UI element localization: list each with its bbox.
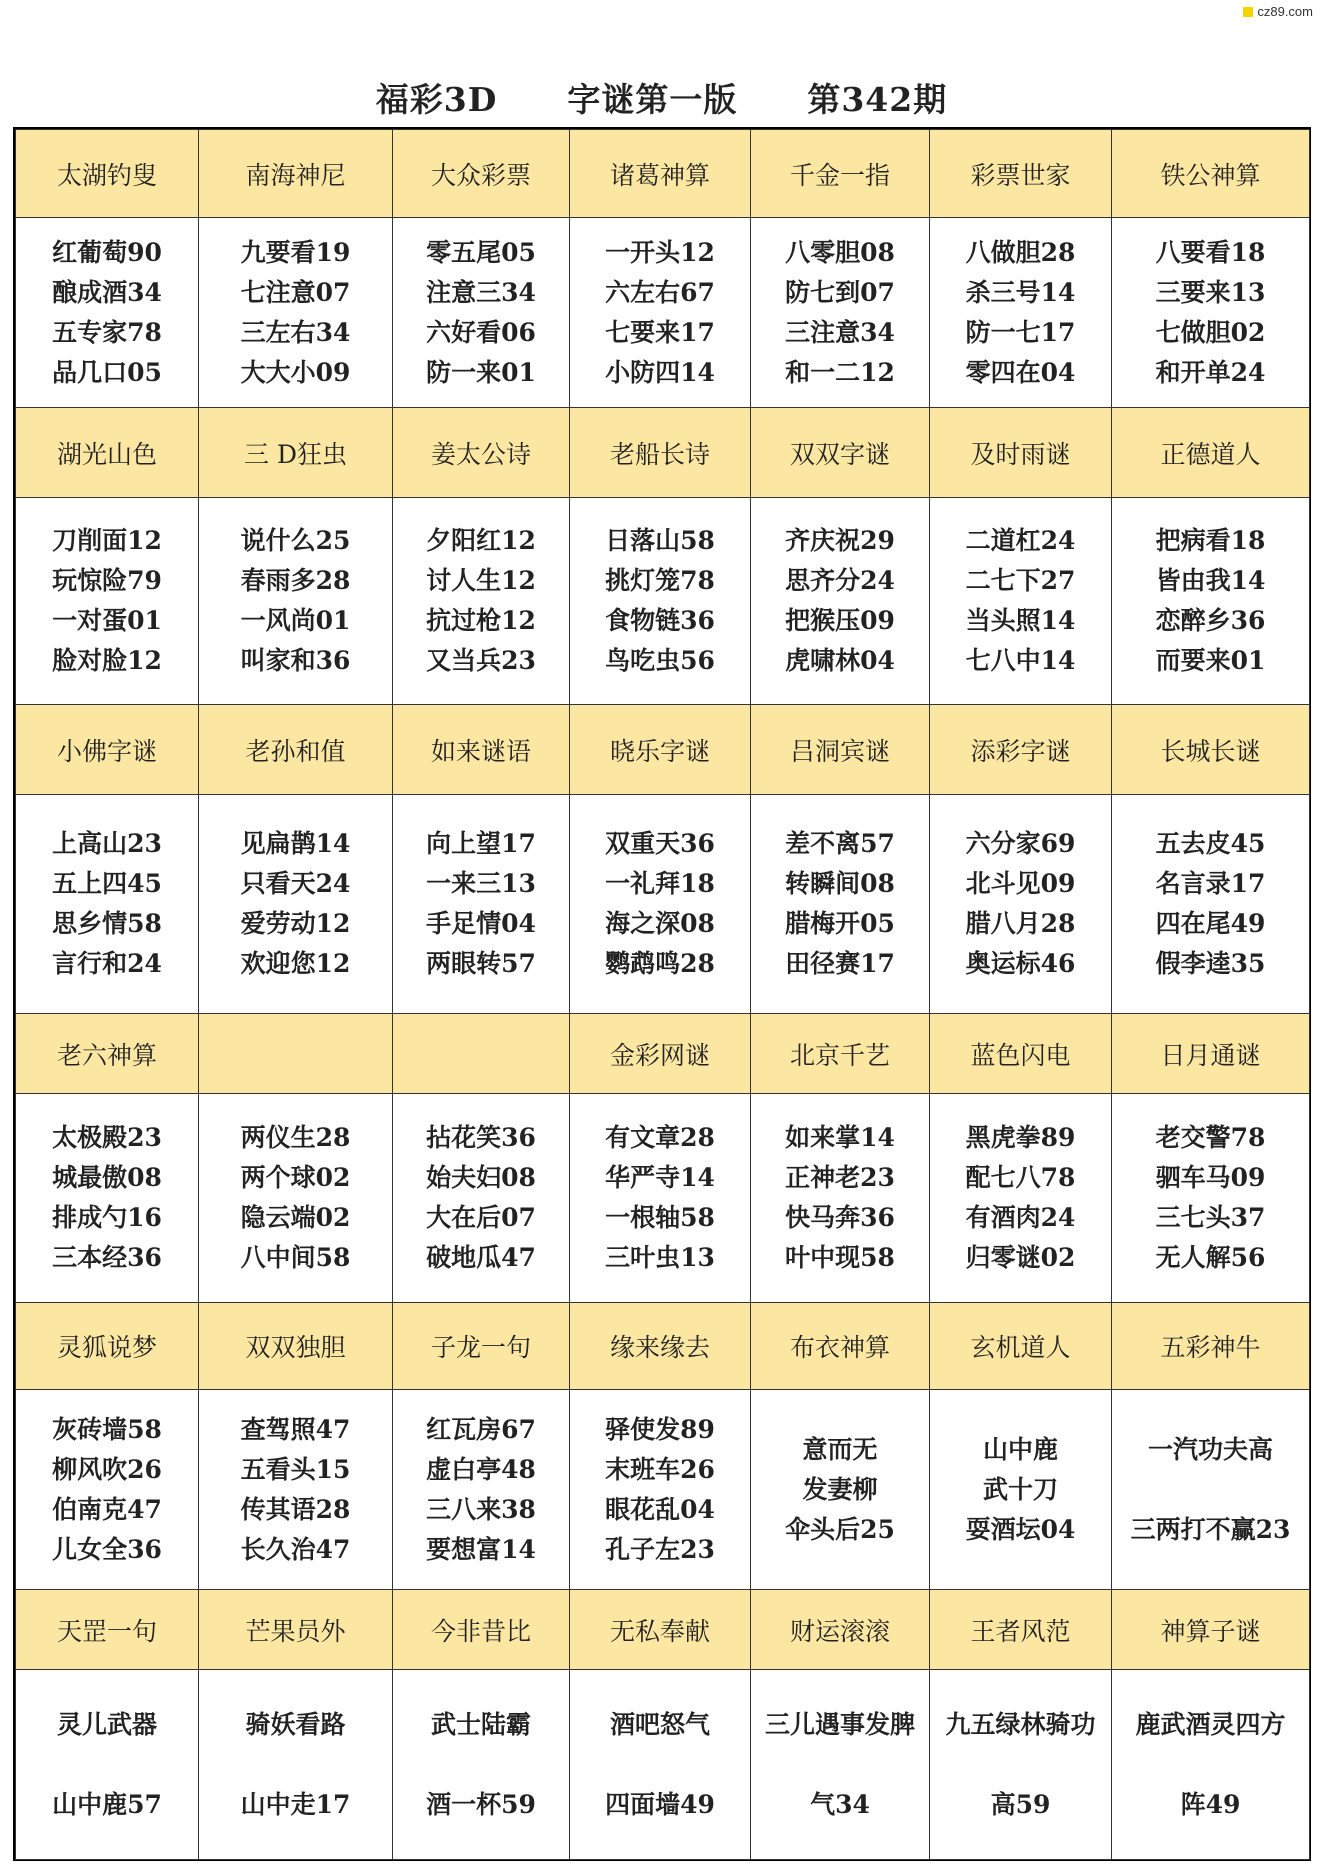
column-header: 铁公神算	[1112, 130, 1310, 218]
puzzle-line: 骑妖看路	[245, 1709, 346, 1739]
puzzle-line: 腊八月28	[965, 909, 1076, 938]
puzzle-line: 三本经36	[52, 1243, 162, 1272]
puzzle-line: 双重天36	[605, 829, 715, 858]
puzzle-line: 三儿遇事发脾	[764, 1709, 915, 1739]
column-header: 王者风范	[930, 1590, 1112, 1670]
puzzle-line: 儿女全36	[52, 1534, 162, 1564]
puzzle-cell	[199, 498, 393, 705]
puzzle-line: 只看天24	[240, 869, 351, 898]
puzzle-line: 说什么25	[240, 526, 351, 555]
puzzle-line: 而要来01	[1155, 646, 1266, 675]
puzzle-line: 酒吧怒气	[609, 1709, 710, 1739]
puzzle-line: 虎啸林04	[785, 646, 895, 675]
puzzle-line: 始夫妇08	[426, 1163, 536, 1192]
puzzle-sheet	[13, 127, 1311, 1861]
puzzle-cell	[1112, 1390, 1310, 1590]
puzzle-cell	[16, 1670, 199, 1860]
header-row	[16, 1303, 1310, 1390]
puzzle-line: 叫家和36	[240, 646, 351, 675]
column-header: 姜太公诗	[393, 408, 570, 498]
column-header: 彩票世家	[930, 130, 1112, 218]
puzzle-cell	[1112, 1094, 1310, 1303]
puzzle-line: 齐庆祝29	[785, 526, 895, 555]
puzzle-line: 大在后07	[426, 1203, 536, 1232]
column-header: 老六神算	[16, 1014, 199, 1094]
puzzle-line: 鹿武酒灵四方	[1135, 1709, 1286, 1739]
puzzle-line: 欢迎您12	[240, 949, 351, 978]
puzzle-cell	[751, 218, 930, 408]
puzzle-cell	[1112, 218, 1310, 408]
title-issue: 第342期	[807, 79, 948, 119]
puzzle-row	[16, 1390, 1310, 1590]
puzzle-line: 驿使发89	[605, 1414, 715, 1444]
puzzle-cell	[751, 498, 930, 705]
puzzle-cell	[1112, 498, 1310, 705]
puzzle-cell	[393, 1390, 570, 1590]
column-header: 老船长诗	[570, 408, 751, 498]
puzzle-line: 脸对脸12	[52, 646, 162, 675]
puzzle-line: 刀削面12	[52, 526, 162, 555]
puzzle-line: 思乡情58	[52, 909, 162, 938]
puzzle-line: 拈花笑36	[426, 1123, 536, 1152]
puzzle-line: 太极殿23	[52, 1123, 162, 1152]
puzzle-cell	[199, 1390, 393, 1590]
puzzle-line: 末班车26	[605, 1454, 715, 1484]
puzzle-line: 无人解56	[1155, 1243, 1266, 1272]
column-header: 金彩网谜	[570, 1014, 751, 1094]
puzzle-line: 上高山23	[52, 829, 162, 858]
column-header: 财运滚滚	[751, 1590, 930, 1670]
puzzle-line: 爱劳动12	[240, 909, 351, 938]
column-header: 如来谜语	[393, 705, 570, 795]
puzzle-line: 品几口05	[52, 357, 162, 387]
puzzle-row	[16, 1670, 1310, 1860]
puzzle-line: 长久治47	[240, 1534, 351, 1564]
watermark-logo-icon	[1243, 7, 1253, 17]
puzzle-line: 七注意07	[240, 277, 351, 307]
column-header: 今非昔比	[393, 1590, 570, 1670]
column-header: 诸葛神算	[570, 130, 751, 218]
puzzle-cell	[199, 1670, 393, 1860]
header-row	[16, 408, 1310, 498]
title-edition: 字谜第一版	[567, 79, 738, 119]
puzzle-line: 城最傲08	[52, 1163, 162, 1192]
puzzle-cell	[393, 1094, 570, 1303]
puzzle-line: 春雨多28	[240, 566, 351, 595]
puzzle-line: 三注意34	[785, 317, 895, 347]
column-header: 神算子谜	[1112, 1590, 1310, 1670]
puzzle-line: 北斗见09	[965, 869, 1076, 898]
puzzle-line: 酿成酒34	[52, 277, 162, 307]
column-header: 晓乐字谜	[570, 705, 751, 795]
puzzle-line: 一来三13	[426, 869, 536, 898]
puzzle-cell	[393, 218, 570, 408]
puzzle-cell	[393, 795, 570, 1014]
puzzle-line: 五上四45	[52, 869, 162, 898]
puzzle-line: 二七下27	[965, 566, 1076, 595]
puzzle-cell	[16, 498, 199, 705]
puzzle-line: 向上望17	[426, 829, 536, 858]
puzzle-line: 山中走17	[240, 1789, 351, 1819]
puzzle-line: 假李逵35	[1155, 949, 1266, 978]
puzzle-line: 有酒肉24	[965, 1203, 1076, 1232]
puzzle-line: 食物链36	[605, 606, 715, 635]
puzzle-line: 九要看19	[240, 237, 351, 267]
puzzle-line: 八零胆08	[785, 237, 895, 267]
puzzle-cell	[930, 498, 1112, 705]
header-row	[16, 1014, 1310, 1094]
page-title	[0, 72, 1323, 122]
puzzle-row	[16, 498, 1310, 705]
puzzle-line: 两眼转57	[426, 949, 536, 978]
puzzle-line: 恋醉乡36	[1155, 606, 1266, 635]
puzzle-line: 驷车马09	[1155, 1163, 1266, 1192]
puzzle-line: 差不离57	[785, 829, 895, 858]
column-header: 布衣神算	[751, 1303, 930, 1390]
puzzle-line: 意而无	[802, 1434, 878, 1464]
column-header	[199, 1014, 393, 1094]
column-header: 日月通谜	[1112, 1014, 1310, 1094]
puzzle-line: 一根轴58	[605, 1203, 715, 1232]
puzzle-cell	[751, 795, 930, 1014]
column-header: 长城长谜	[1112, 705, 1310, 795]
puzzle-line: 两个球02	[240, 1163, 351, 1192]
puzzle-line: 伯南克47	[52, 1494, 162, 1524]
puzzle-line: 黑虎拳89	[965, 1123, 1076, 1152]
puzzle-cell	[1112, 795, 1310, 1014]
column-header: 玄机道人	[930, 1303, 1112, 1390]
puzzle-line: 有文章28	[605, 1123, 715, 1152]
puzzle-cell	[751, 1094, 930, 1303]
puzzle-line: 破地瓜47	[426, 1243, 536, 1272]
puzzle-cell	[751, 1670, 930, 1860]
puzzle-line: 耍酒坛04	[965, 1514, 1076, 1544]
puzzle-cell	[16, 1390, 199, 1590]
puzzle-cell	[393, 1670, 570, 1860]
puzzle-line: 隐云端02	[240, 1203, 351, 1232]
puzzle-line: 转瞬间08	[785, 869, 895, 898]
column-header: 芒果员外	[199, 1590, 393, 1670]
puzzle-line: 武十刀	[982, 1474, 1058, 1504]
column-header: 无私奉献	[570, 1590, 751, 1670]
column-header: 南海神尼	[199, 130, 393, 218]
puzzle-line: 配七八78	[965, 1163, 1076, 1192]
puzzle-line: 红瓦房67	[426, 1414, 536, 1444]
puzzle-line: 老交警78	[1155, 1123, 1266, 1152]
puzzle-line: 气34	[810, 1789, 870, 1819]
puzzle-line: 和开单24	[1155, 357, 1266, 387]
puzzle-line: 大大小09	[240, 357, 351, 387]
puzzle-line: 六左右67	[605, 277, 715, 307]
puzzle-line: 高59	[990, 1789, 1051, 1819]
puzzle-line: 防一来01	[426, 357, 536, 387]
puzzle-line: 当头照14	[965, 606, 1076, 635]
puzzle-cell	[570, 218, 751, 408]
puzzle-cell	[16, 795, 199, 1014]
puzzle-line: 又当兵23	[426, 646, 536, 675]
column-header: 千金一指	[751, 130, 930, 218]
puzzle-line: 防一七17	[965, 317, 1076, 347]
puzzle-line: 五看头15	[240, 1454, 351, 1484]
puzzle-line: 查驾照47	[240, 1414, 351, 1444]
column-header: 湖光山色	[16, 408, 199, 498]
puzzle-line	[1112, 1470, 1309, 1510]
puzzle-cell	[16, 1094, 199, 1303]
column-header: 太湖钓叟	[16, 130, 199, 218]
puzzle-line: 快马奔36	[785, 1203, 895, 1232]
watermark	[1243, 4, 1313, 19]
puzzle-line: 把猴压09	[785, 606, 895, 635]
puzzle-line: 讨人生12	[426, 566, 536, 595]
puzzle-row	[16, 218, 1310, 408]
puzzle-line: 传其语28	[240, 1494, 351, 1524]
column-header: 小佛字谜	[16, 705, 199, 795]
puzzle-line: 虚白亭48	[426, 1454, 536, 1484]
puzzle-line: 发妻柳	[802, 1474, 878, 1504]
column-header: 老孙和值	[199, 705, 393, 795]
puzzle-line: 武士陆霸	[430, 1709, 531, 1739]
puzzle-line: 田径赛17	[785, 949, 895, 978]
puzzle-cell	[16, 218, 199, 408]
puzzle-line: 要想富14	[426, 1534, 536, 1564]
column-header: 双双字谜	[751, 408, 930, 498]
puzzle-line: 皆由我14	[1155, 566, 1266, 595]
puzzle-cell	[930, 218, 1112, 408]
puzzle-line: 思齐分24	[785, 566, 895, 595]
puzzle-cell	[393, 498, 570, 705]
puzzle-line: 叶中现58	[785, 1243, 895, 1272]
puzzle-line: 和一二12	[785, 357, 895, 387]
puzzle-line: 四面墙49	[605, 1789, 715, 1819]
puzzle-line: 见扁鹊14	[240, 829, 351, 858]
puzzle-line: 七做胆02	[1155, 317, 1266, 347]
puzzle-line: 玩惊险79	[52, 566, 162, 595]
puzzle-line: 抗过枪12	[426, 606, 536, 635]
puzzle-row	[16, 795, 1310, 1014]
puzzle-line: 零五尾05	[426, 237, 536, 267]
puzzle-line: 三左右34	[240, 317, 351, 347]
puzzle-line: 山中鹿	[982, 1434, 1058, 1464]
puzzle-line: 言行和24	[52, 949, 162, 978]
puzzle-line: 二道杠24	[965, 526, 1076, 555]
puzzle-line: 七八中14	[965, 646, 1076, 675]
column-header: 天罡一句	[16, 1590, 199, 1670]
puzzle-line: 一风尚01	[240, 606, 351, 635]
puzzle-line: 一对蛋01	[52, 606, 162, 635]
puzzle-line: 名言录17	[1155, 869, 1266, 898]
puzzle-line: 七要来17	[605, 317, 715, 347]
column-header: 大众彩票	[393, 130, 570, 218]
column-header: 添彩字谜	[930, 705, 1112, 795]
puzzle-line: 六分家69	[965, 829, 1076, 858]
header-row	[16, 1590, 1310, 1670]
puzzle-line: 山中鹿57	[52, 1789, 162, 1819]
puzzle-line: 注意三34	[426, 277, 536, 307]
puzzle-line: 归零谜02	[965, 1243, 1076, 1272]
puzzle-cell	[570, 1670, 751, 1860]
column-header: 缘来缘去	[570, 1303, 751, 1390]
puzzle-cell	[1112, 1670, 1310, 1860]
column-header	[393, 1014, 570, 1094]
column-header: 子龙一句	[393, 1303, 570, 1390]
column-header: 及时雨谜	[930, 408, 1112, 498]
puzzle-line: 八做胆28	[965, 237, 1076, 267]
puzzle-line: 酒一杯59	[426, 1789, 536, 1819]
puzzle-cell	[570, 795, 751, 1014]
puzzle-line: 三八来38	[426, 1494, 536, 1524]
puzzle-line: 八要看18	[1155, 237, 1266, 267]
puzzle-cell	[199, 218, 393, 408]
puzzle-line: 六好看06	[426, 317, 536, 347]
puzzle-cell	[199, 795, 393, 1014]
puzzle-line: 一汽功夫高	[1147, 1434, 1273, 1464]
puzzle-line: 眼花乱04	[605, 1494, 715, 1524]
puzzle-line: 夕阳红12	[426, 526, 536, 555]
puzzle-line: 九五绿林骑功	[945, 1709, 1096, 1739]
header-row	[16, 705, 1310, 795]
puzzle-line: 伞头后25	[785, 1514, 895, 1544]
puzzle-cell	[570, 498, 751, 705]
column-header: 吕洞宾谜	[751, 705, 930, 795]
puzzle-line: 五专家78	[52, 317, 162, 347]
puzzle-cell	[570, 1390, 751, 1590]
puzzle-cell	[751, 1390, 930, 1590]
puzzle-line: 防七到07	[785, 277, 895, 307]
puzzle-line: 把病看18	[1155, 526, 1266, 555]
puzzle-line: 一礼拜18	[605, 869, 715, 898]
puzzle-line: 海之深08	[605, 909, 715, 938]
puzzle-line: 孔子左23	[605, 1534, 715, 1564]
puzzle-cell	[930, 1094, 1112, 1303]
puzzle-cell	[930, 1670, 1112, 1860]
puzzle-cell	[930, 795, 1112, 1014]
column-header: 双双独胆	[199, 1303, 393, 1390]
title-lottery: 福彩3D	[375, 79, 498, 119]
puzzle-cell	[570, 1094, 751, 1303]
puzzle-grid	[15, 129, 1310, 1860]
puzzle-line: 杀三号14	[965, 277, 1076, 307]
watermark-text: cz89.com	[1257, 4, 1313, 19]
puzzle-line: 一开头12	[605, 237, 715, 267]
puzzle-cell	[199, 1094, 393, 1303]
puzzle-line: 排成勺16	[52, 1203, 162, 1232]
puzzle-line: 灰砖墙58	[52, 1414, 162, 1444]
header-row	[16, 130, 1310, 218]
puzzle-line: 三叶虫13	[605, 1243, 715, 1272]
puzzle-line: 小防四14	[605, 357, 715, 387]
puzzle-line: 柳风吹26	[52, 1454, 162, 1484]
puzzle-row	[16, 1094, 1310, 1303]
column-header: 北京千艺	[751, 1014, 930, 1094]
column-header: 灵狐说梦	[16, 1303, 199, 1390]
puzzle-line: 正神老23	[785, 1163, 895, 1192]
puzzle-line: 零四在04	[965, 357, 1076, 387]
puzzle-line: 手足情04	[426, 909, 536, 938]
puzzle-line: 八中间58	[240, 1243, 351, 1272]
column-header: 五彩神牛	[1112, 1303, 1310, 1390]
puzzle-line: 腊梅开05	[785, 909, 895, 938]
puzzle-line: 如来掌14	[785, 1123, 895, 1152]
puzzle-line: 挑灯笼78	[605, 566, 715, 595]
puzzle-cell	[930, 1390, 1112, 1590]
puzzle-line: 鸟吃虫56	[605, 646, 715, 675]
puzzle-line: 日落山58	[605, 526, 715, 555]
puzzle-line: 灵儿武器	[56, 1709, 157, 1739]
column-header: 蓝色闪电	[930, 1014, 1112, 1094]
puzzle-line: 红葡萄90	[52, 237, 162, 267]
puzzle-line: 四在尾49	[1155, 909, 1266, 938]
puzzle-line: 三七头37	[1155, 1203, 1266, 1232]
puzzle-line: 鹦鹉鸣28	[605, 949, 715, 978]
puzzle-line: 两仪生28	[240, 1123, 351, 1152]
puzzle-line: 三要来13	[1155, 277, 1266, 307]
puzzle-line: 阵49	[1180, 1789, 1241, 1819]
column-header: 正德道人	[1112, 408, 1310, 498]
puzzle-line: 五去皮45	[1155, 829, 1266, 858]
puzzle-line: 奥运标46	[965, 949, 1076, 978]
column-header: 三 D狂虫	[199, 408, 393, 498]
puzzle-line: 三两打不赢23	[1130, 1514, 1291, 1544]
puzzle-line: 华严寺14	[605, 1163, 715, 1192]
